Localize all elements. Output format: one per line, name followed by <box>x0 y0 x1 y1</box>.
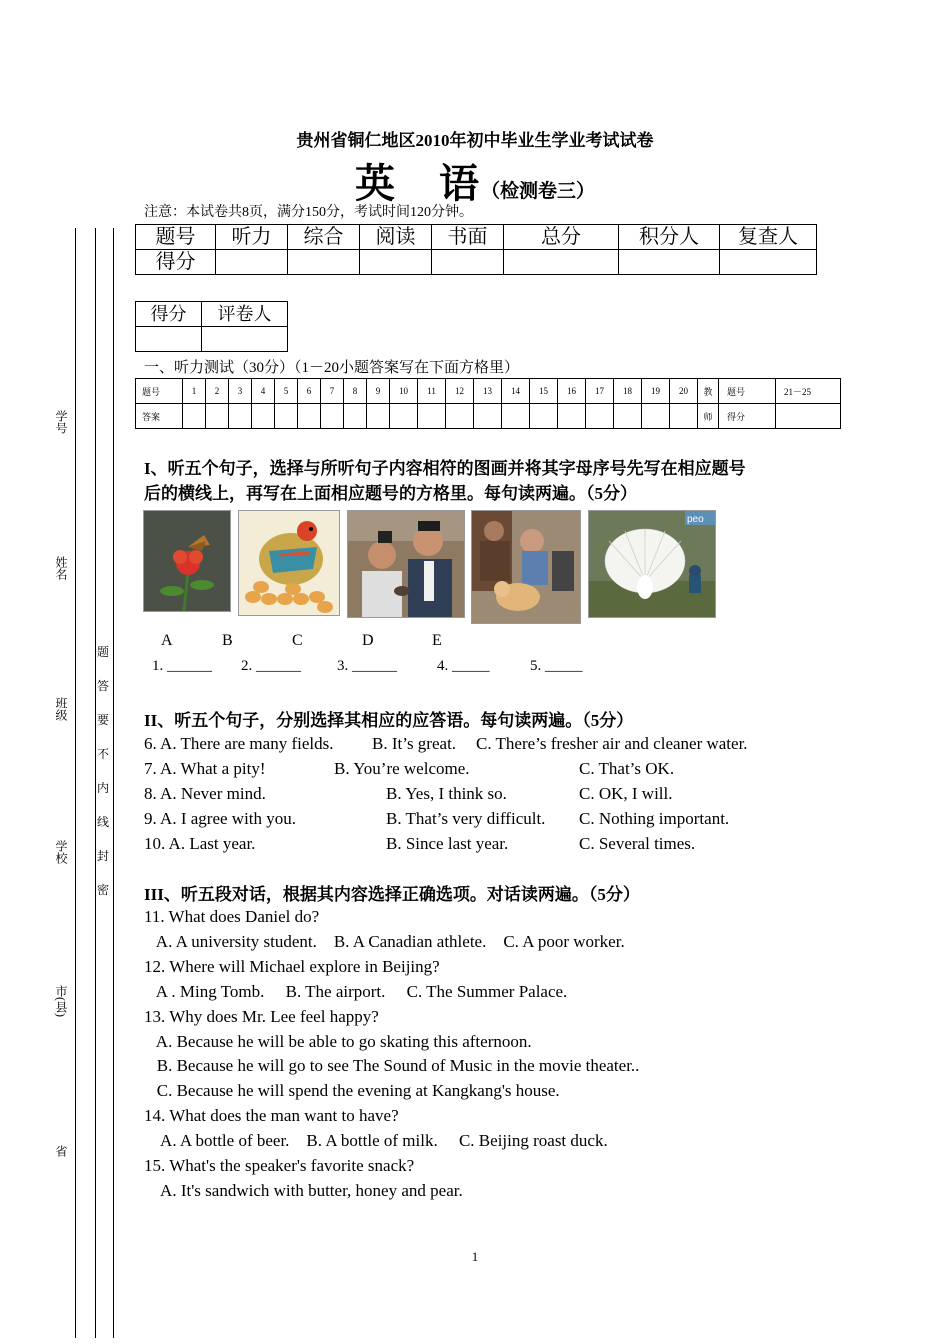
answer-grid-cell[interactable] <box>252 404 275 429</box>
answer-grid-cell[interactable] <box>530 404 558 429</box>
section3-heading: III、听五段对话，根据其内容选择正确选项。对话读两遍。（5分） <box>144 885 640 904</box>
answer-grid-number: 11 <box>418 379 446 404</box>
answer-grid-number: 9 <box>367 379 390 404</box>
answer-grid-cell[interactable] <box>558 404 586 429</box>
grader-score-label: 得分 <box>136 302 202 327</box>
answer-grid-cell[interactable] <box>321 404 344 429</box>
option-c: C. There’s fresher air and cleaner water. <box>476 734 748 753</box>
option-a: 10. A. Last year. <box>144 834 256 853</box>
extra-range: 21－25 <box>776 379 841 404</box>
teacher-label: 教 <box>698 379 719 404</box>
exam-notice: 注意：本试卷共8页，满分150分，考试时间120分钟。 <box>144 205 473 220</box>
seal-char: 内 <box>97 781 110 795</box>
answer-grid-number: 17 <box>586 379 614 404</box>
option-c: C. OK, I will. <box>579 784 673 803</box>
option-c: C. Several times. <box>579 834 696 853</box>
family-dog-icon <box>472 511 580 623</box>
grader-table <box>135 301 288 352</box>
binding-line-inner <box>95 228 96 1338</box>
score-header: 题号 <box>136 225 216 250</box>
score-header: 听力 <box>216 225 288 250</box>
answer-grid-number: 16 <box>558 379 586 404</box>
extra-score-cell[interactable] <box>776 404 841 429</box>
answer-grid-number: 7 <box>321 379 344 404</box>
grader-score-cell[interactable] <box>136 327 202 352</box>
section3-line: 11. What does Daniel do? <box>144 907 320 926</box>
picture-e-peacock <box>588 510 716 618</box>
score-header: 阅读 <box>360 225 432 250</box>
butterfly-flower-icon <box>144 511 230 611</box>
margin-label-school: 学校 <box>54 840 68 864</box>
page-number: 1 <box>471 1249 479 1264</box>
picture-watermark: peo <box>687 514 704 525</box>
answer-grid-number: 13 <box>474 379 502 404</box>
option-b: B. It’s great. <box>372 734 457 753</box>
section1-heading-line2: 后的横线上，再写在上面相应题号的方格里。每句读两遍。（5分） <box>144 484 637 503</box>
answer-grid-cell[interactable] <box>586 404 614 429</box>
grader-name-cell[interactable] <box>202 327 288 352</box>
section2-heading: II、听五个句子，分别选择其相应的应答语。每句读两遍。（5分） <box>144 711 634 730</box>
picture-letter-b: B <box>222 632 233 649</box>
answer-grid-cell[interactable] <box>446 404 474 429</box>
answer-grid-cell[interactable] <box>344 404 367 429</box>
white-peacock-icon <box>589 511 715 617</box>
answer-grid-q-label: 题号 <box>136 379 183 404</box>
answer-grid-number: 6 <box>298 379 321 404</box>
section1-heading <box>144 456 746 506</box>
section3-line: A. A bottle of beer. B. A bottle of milk. C. Beijing roast duck. <box>144 1131 608 1151</box>
answer-blank-1[interactable]: 1. ______ <box>152 658 212 674</box>
score-cell[interactable] <box>619 250 720 275</box>
answer-grid-number: 4 <box>252 379 275 404</box>
section3-line: A. Because he will be able to go skating this afternoon. <box>144 1031 532 1051</box>
section3-line: A . Ming Tomb. B. The airport. C. The Summer Palace. <box>144 981 568 1001</box>
score-header: 综合 <box>288 225 360 250</box>
section3-line: A. It's sandwich with butter, honey and pear. <box>144 1180 463 1200</box>
picture-b-hen <box>238 510 340 616</box>
score-header: 书面 <box>432 225 504 250</box>
score-cell[interactable] <box>216 250 288 275</box>
option-b: B. Since last year. <box>386 834 509 853</box>
picture-letter-c: C <box>292 632 303 649</box>
answer-blank-5[interactable]: 5. _____ <box>530 658 583 674</box>
option-b: B. Yes, I think so. <box>386 784 507 803</box>
section3-line: 12. Where will Michael explore in Beijing? <box>144 956 440 976</box>
answer-grid-cell[interactable] <box>183 404 206 429</box>
answer-grid-number: 18 <box>614 379 642 404</box>
subject-note: （检测卷三） <box>480 181 595 202</box>
seal-char: 不 <box>97 747 110 761</box>
grader-name-label: 评卷人 <box>202 302 288 327</box>
section3-lines <box>144 905 639 1204</box>
score-cell[interactable] <box>360 250 432 275</box>
extra-q-label: 题号 <box>719 379 776 404</box>
margin-label-province: 省 <box>54 1145 68 1157</box>
seal-char: 答 <box>97 679 110 693</box>
answer-grid-number: 8 <box>344 379 367 404</box>
seal-char: 要 <box>97 713 110 727</box>
margin-label-name: 姓名 <box>54 556 68 580</box>
answer-grid-cell[interactable] <box>502 404 530 429</box>
picture-letter-e: E <box>432 632 442 649</box>
picture-d-family-dog <box>471 510 581 624</box>
answer-grid-cell[interactable] <box>670 404 698 429</box>
answer-grid-number: 19 <box>642 379 670 404</box>
option-a: 7. A. What a pity! <box>144 759 266 778</box>
margin-label-class: 班级 <box>54 697 68 721</box>
margin-label-student-id: 学号 <box>54 410 68 434</box>
hen-eggs-icon <box>239 511 339 615</box>
picture-a-butterfly <box>143 510 231 612</box>
picture-letter-d: D <box>362 632 374 649</box>
answer-grid-cell[interactable] <box>367 404 390 429</box>
answer-blank-2[interactable]: 2. ______ <box>241 658 301 674</box>
score-cell[interactable] <box>720 250 817 275</box>
picture-letter-a: A <box>161 632 173 649</box>
option-a: 8. A. Never mind. <box>144 784 266 803</box>
seal-char: 封 <box>97 849 110 863</box>
seal-char: 密 <box>97 883 110 897</box>
score-header: 积分人 <box>619 225 720 250</box>
answer-grid-cell[interactable] <box>298 404 321 429</box>
answer-grid-number: 15 <box>530 379 558 404</box>
answer-grid-number: 2 <box>206 379 229 404</box>
margin-label-city: 市(县) <box>54 985 68 1017</box>
binding-line-third <box>113 228 114 1338</box>
subject-name: 英 语 <box>354 161 481 206</box>
score-header: 总分 <box>504 225 619 250</box>
option-a: 9. A. I agree with you. <box>144 809 297 828</box>
section3-line: A. A university student. B. A Canadian athlete. C. A poor worker. <box>144 931 625 951</box>
answer-blank-4[interactable]: 4. _____ <box>437 658 490 674</box>
answer-grid-cell[interactable] <box>418 404 446 429</box>
answer-grid-number: 3 <box>229 379 252 404</box>
option-a: 6. A. There are many fields. <box>144 734 334 753</box>
exam-title: 贵州省铜仁地区2010年初中毕业生学业考试试卷 <box>296 131 654 150</box>
score-cell[interactable] <box>432 250 504 275</box>
answer-grid <box>135 378 841 429</box>
section3-line: B. Because he will go to see The Sound of Music in the movie theater.. <box>144 1056 640 1076</box>
option-c: C. That’s OK. <box>579 759 675 778</box>
seal-char: 题 <box>97 645 110 659</box>
picture-c-boys <box>347 510 465 618</box>
seal-char: 线 <box>97 815 110 829</box>
option-b: B. That’s very difficult. <box>386 809 546 828</box>
part1-title: 一、听力测试（30分）（1－20小题答案写在下面方格里） <box>144 360 520 376</box>
answer-grid-cell[interactable] <box>229 404 252 429</box>
subject-heading <box>0 152 950 209</box>
answer-grid-cell[interactable] <box>642 404 670 429</box>
section3-line: C. Because he will spend the evening at Kangkang's house. <box>144 1081 560 1101</box>
score-row-label: 得分 <box>136 250 216 275</box>
answer-grid-cell[interactable] <box>275 404 298 429</box>
score-cell[interactable] <box>288 250 360 275</box>
answer-grid-number: 20 <box>670 379 698 404</box>
section1-heading-line1: I、听五个句子，选择与所听句子内容相符的图画并将其字母序号先写在相应题号 <box>144 459 746 478</box>
answer-grid-cell[interactable] <box>206 404 229 429</box>
answer-grid-number: 12 <box>446 379 474 404</box>
teacher-label: 师 <box>698 404 719 429</box>
option-c: C. Nothing important. <box>579 809 730 828</box>
section3-line: 15. What's the speaker's favorite snack? <box>144 1156 415 1176</box>
answer-grid-number: 1 <box>183 379 206 404</box>
answer-grid-number: 10 <box>390 379 418 404</box>
score-cell[interactable] <box>504 250 619 275</box>
option-b: B. You’re welcome. <box>334 759 470 778</box>
section3-line: 13. Why does Mr. Lee feel happy? <box>144 1006 379 1026</box>
answer-grid-a-label: 答案 <box>136 404 183 429</box>
section3-line: 14. What does the man want to have? <box>144 1106 399 1126</box>
binding-line-outer <box>75 228 76 1338</box>
answer-grid-cell[interactable] <box>474 404 502 429</box>
answer-grid-number: 5 <box>275 379 298 404</box>
score-header: 复查人 <box>720 225 817 250</box>
answer-blank-3[interactable]: 3. ______ <box>337 658 397 674</box>
boys-bird-icon <box>348 511 464 617</box>
answer-grid-cell[interactable] <box>614 404 642 429</box>
score-table <box>135 224 817 275</box>
extra-score-label: 得分 <box>719 404 776 429</box>
seal-line-text <box>97 646 111 918</box>
answer-grid-number: 14 <box>502 379 530 404</box>
answer-grid-cell[interactable] <box>390 404 418 429</box>
